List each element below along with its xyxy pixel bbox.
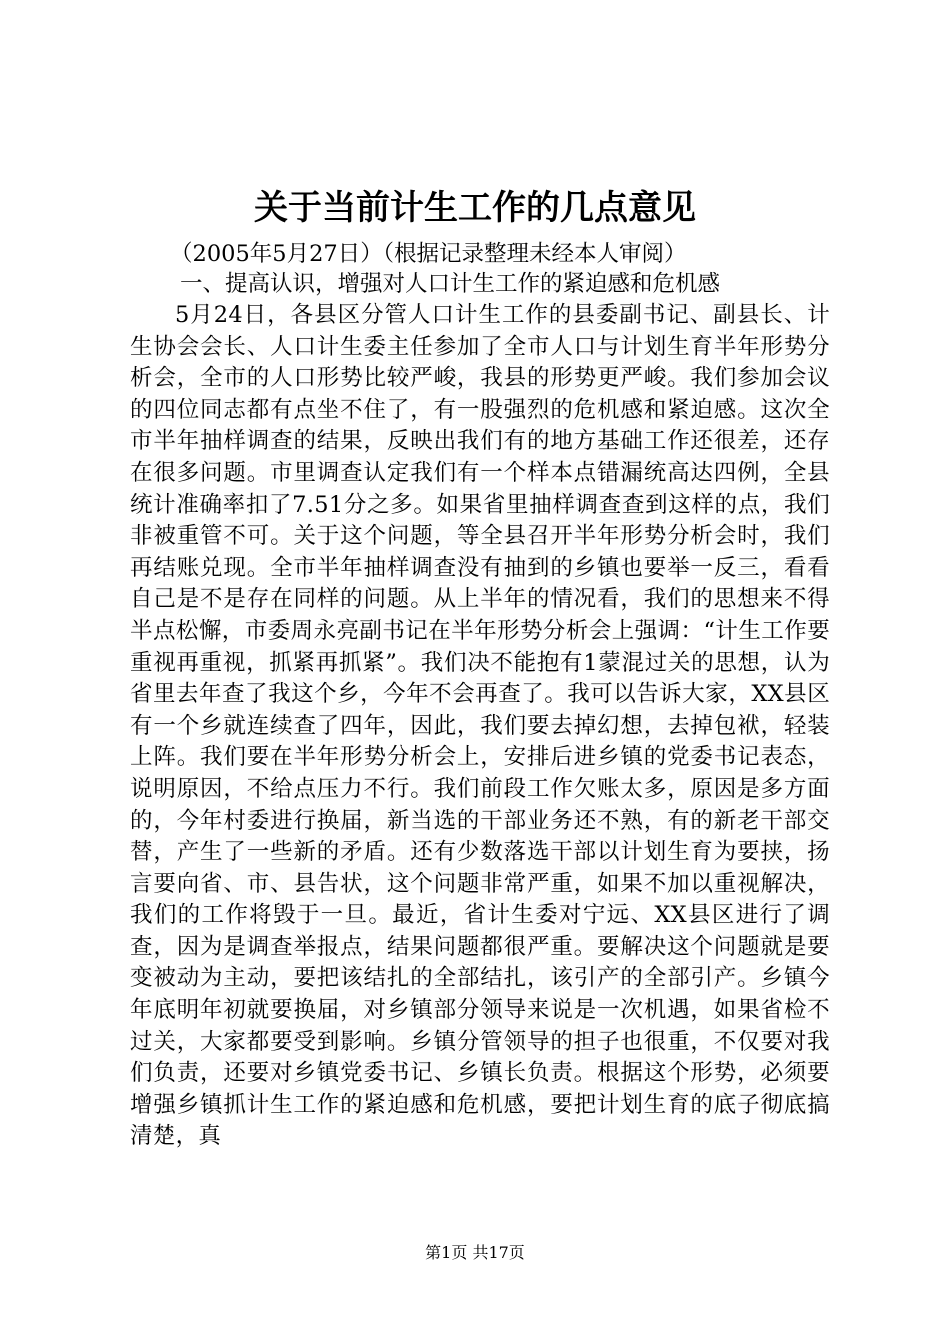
document-subtitle: （2005年5月27日）（根据记录整理未经本人审阅） [170,241,687,267]
body-paragraph: 5月24日，各县区分管人口计生工作的县委副书记、副县长、计生协会会长、人口计生委主任参加了全市人口与计划生育半年形势分析会，全市的人口形势比较严峻，我县的形势更严峻。我们参加会议的四位同志都有点坐不住了，有一股强烈的危机感和紧迫感。这次全市半年抽样调查的结果，反映出我们有的地方基础工作还很差，还存在很多问题。市里调查认定我们有一个样本点错漏统高达四例，全县统计准确率扣了7.51分之多。如果省里抽样调查查到这样的点，我们非被重管不可。关于这个问题，等全县召开半年形势分析会时，我们再结账兑现。全市半年抽样调查没有抽到的乡镇也要举一反三，看看自己是不是存在同样的问题。从上半年的情况看，我们的思想来不得半点松懈，市委周永亮副书记在半年形势分析会上强调：“计生工作要重视再重视，抓紧再抓紧”。我们决不能抱有1蒙混过关的思想，认为省里去年查了我这个乡，今年不会再查了。我可以告诉大家，XX县区有一个乡就连续查了四年，因此，我们要去掉幻想，去掉包袱，轻装上阵。我们要在半年形势分析会上，安排后进乡镇的党委书记表态，说明原因，不给点压力不行。我们前段工作欠账太多，原因是多方面的，今年村委进行换届，新当选的干部业务还不熟，有的新老干部交替，产生了一些新的矛盾。还有少数落选干部以计划生育为要挟，扬言要向省、市、县告状，这个问题非常严重，如果不加以重视解决，我们的工作将毁于一旦。最近，省计生委对宁远、XX县区进行了调查，因为是调查举报点，结果问题都很严重。要解决这个问题就是要变被动为主动，要把该结扎的全部结扎，该引产的全部引产。乡镇今年底明年初就要换届，对乡镇部分领导来说是一次机遇，如果省检不过关，大家都要受到影响。乡镇分管领导的担子也很重，不仅要对我们负责，还要对乡镇党委书记、乡镇长负责。根据这个形势，必须要增强乡镇抓计生工作的紧迫感和危机感，要把计划生育的底子彻底搞清楚，真 [130,302,830,1150]
page-footer: 第1页 共17页 [425,1243,525,1262]
section-heading: 一、提高认识，增强对人口计生工作的紧迫感和危机感 [180,271,721,297]
document-title: 关于当前计生工作的几点意见 [254,188,696,228]
